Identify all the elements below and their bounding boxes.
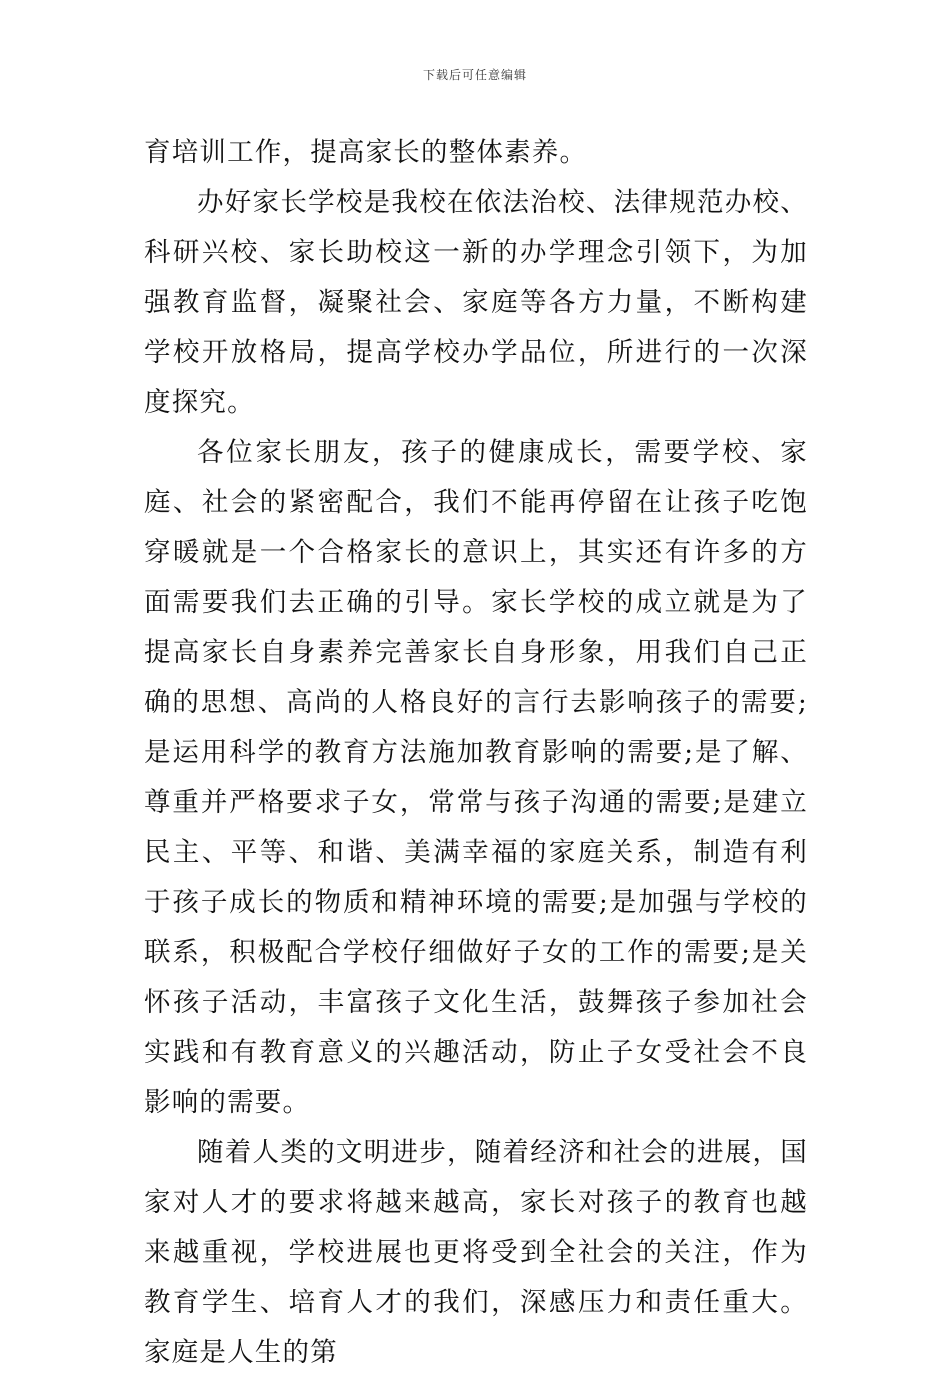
document-body	[144, 128, 808, 1378]
paragraph: 办好家长学校是我校在依法治校、法律规范办校、科研兴校、家长助校这一新的办学理念引领下，为加强教育监督，凝聚社会、家庭等各方力量，不断构建学校开放格局，提高学校办学品位，所进行的一次深度探究。	[144, 187, 808, 418]
paragraph: 各位家长朋友，孩子的健康成长，需要学校、家庭、社会的紧密配合，我们不能再停留在让孩子吃饱穿暖就是一个合格家长的意识上，其实还有许多的方面需要我们去正确的引导。家长学校的成立就是为了提高家长自身素养完善家长自身形象，用我们自己正确的思想、高尚的人格良好的言行去影响孩子的需要;是运用科学的教育方法施加教育影响的需要;是了解、尊重并严格要求子女，常常与孩子沟通的需要;是建立民主、平等、和谐、美满幸福的家庭关系，制造有利于孩子成长的物质和精神环境的需要;是加强与学校的联系，积极配合学校仔细做好子女的工作的需要;是关怀孩子活动，丰富孩子文化生活，鼓舞孩子参加社会实践和有教育意义的兴趣活动，防止子女受社会不良影响的需要。	[144, 437, 808, 1118]
paragraph: 随着人类的文明进步，随着经济和社会的进展，国家对人才的要求将越来越高，家长对孩子的教育也越来越重视，学校进展也更将受到全社会的关注，作为教育学生、培育人才的我们，深感压力和责任重大。家庭是人生的第	[144, 1137, 808, 1368]
page-header-note: 下载后可任意编辑	[422, 68, 527, 82]
paragraph-continued: 育培训工作，提高家长的整体素养。	[144, 137, 588, 168]
